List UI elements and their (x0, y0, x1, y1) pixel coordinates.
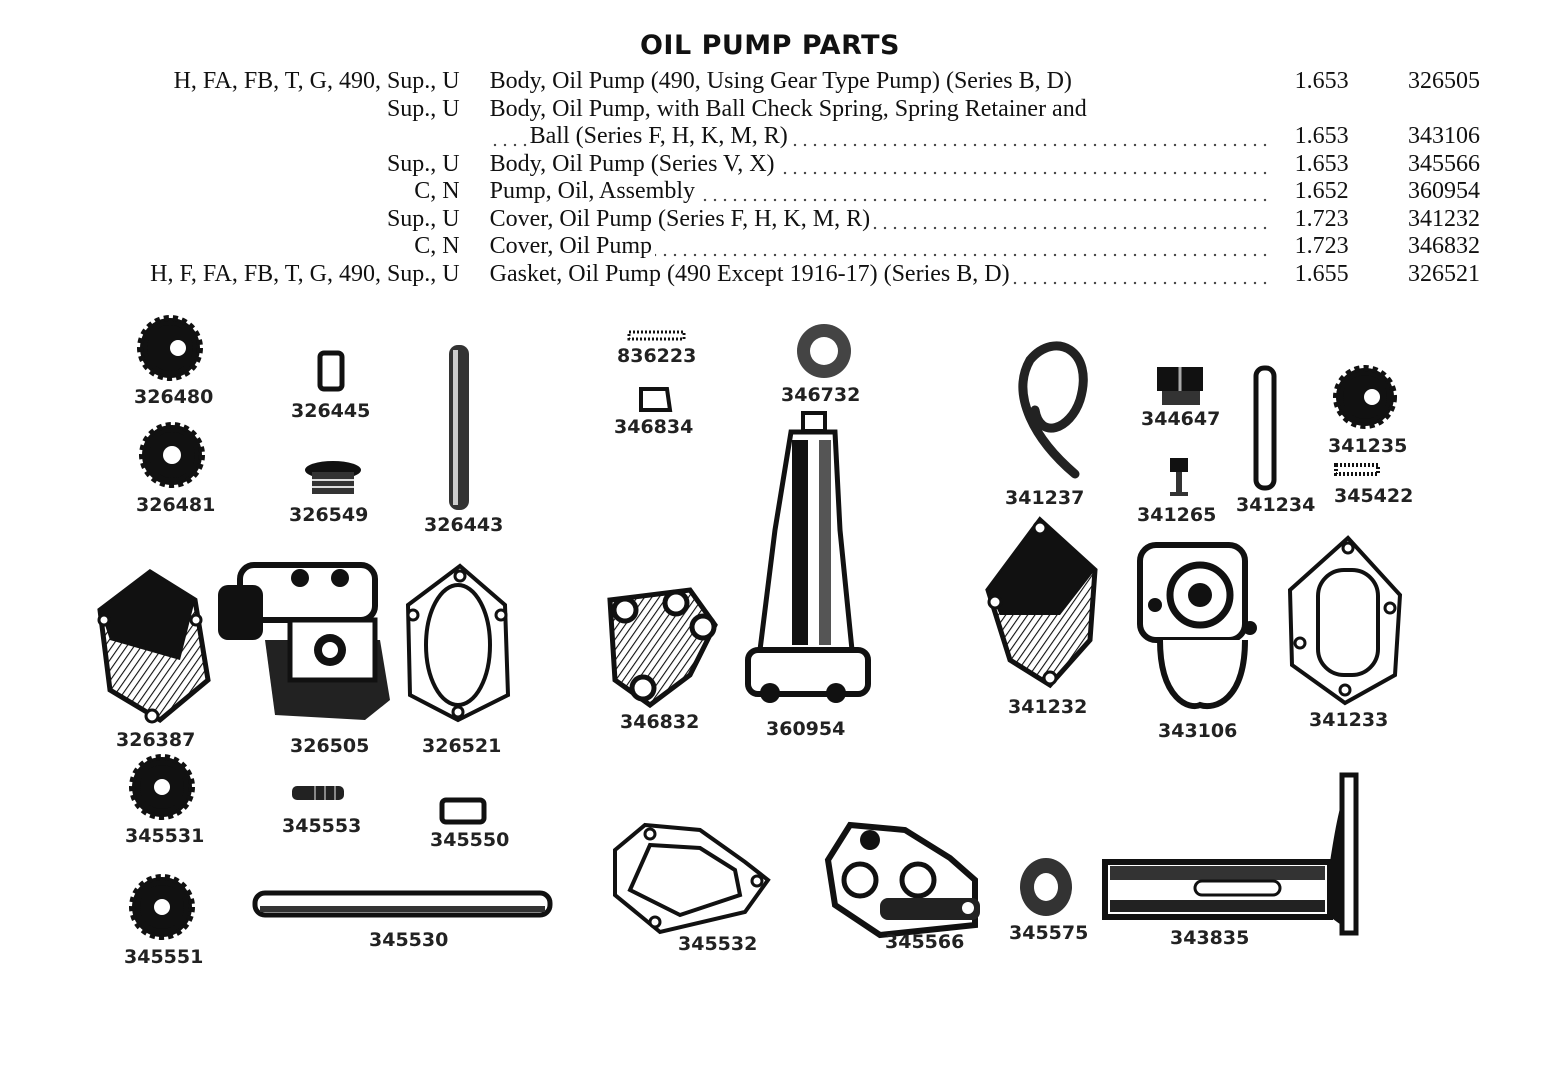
part-label: 345575 (1009, 922, 1089, 944)
part-label: 326521 (422, 735, 502, 757)
group-number-cell: 1.652 (1294, 178, 1349, 204)
part-label: 345550 (430, 829, 510, 851)
part-label: 341234 (1236, 494, 1316, 516)
gear-icon (1336, 368, 1394, 426)
part-label: 345553 (282, 815, 362, 837)
group-number-cell: 1.723 (1294, 233, 1349, 259)
part-label: 346834 (614, 416, 694, 438)
pin-icon (1256, 368, 1274, 488)
part-label: 345422 (1334, 485, 1414, 507)
pump-cover-icon (988, 520, 1095, 685)
part-label: 345532 (678, 933, 758, 955)
description-text: Body, Oil Pump (Series V, X) (490, 151, 778, 177)
description-text: Cover, Oil Pump (490, 233, 655, 259)
part-label: 346832 (620, 711, 700, 733)
part-label: 341265 (1137, 504, 1217, 526)
pump-body-icon (218, 565, 390, 720)
models-cell: C, N (414, 178, 460, 204)
part-label: 343835 (1170, 927, 1250, 949)
description-text: Ball (Series F, H, K, M, R) (530, 123, 791, 149)
models-cell: H, FA, FB, T, G, 490, Sup., U (173, 68, 460, 94)
gasket-icon (1290, 538, 1400, 703)
pump-cover-icon (610, 590, 715, 705)
bushing-icon (442, 800, 484, 822)
group-number-cell: 1.655 (1294, 260, 1349, 287)
nut-icon (1157, 367, 1203, 405)
part-label: 345530 (369, 929, 449, 951)
part-number-cell: 341232 (1408, 205, 1480, 232)
pump-body-icon (828, 825, 980, 935)
models-cell: H, F, FA, FB, T, G, 490, Sup., U (150, 260, 460, 287)
washer-icon (1020, 858, 1072, 916)
part-number-cell: 326521 (1408, 260, 1480, 287)
gear-icon (132, 877, 192, 937)
stud-icon (292, 786, 344, 800)
description-text: Cover, Oil Pump (Series F, H, K, M, R) (490, 206, 873, 232)
part-label: 344647 (1141, 408, 1221, 430)
part-label: 341237 (1005, 487, 1085, 509)
models-cell: Sup., U (386, 150, 460, 177)
models-cell: Sup., U (386, 205, 460, 232)
models-cell: Sup., U (386, 95, 460, 122)
pump-assembly-icon (748, 413, 868, 703)
washer-icon (797, 324, 851, 378)
gear-icon (132, 757, 192, 817)
pump-cover-icon (99, 572, 208, 722)
plug-icon (305, 461, 361, 494)
pump-body-icon (1140, 545, 1257, 706)
group-number-cell: 1.653 (1294, 150, 1349, 177)
gear-icon (142, 425, 202, 485)
part-label: 341233 (1309, 709, 1389, 731)
group-number-cell: 1.723 (1294, 205, 1349, 232)
part-number-cell: 345566 (1408, 150, 1480, 177)
description-text: Gasket, Oil Pump (490 Except 1916-17) (Series B, D) (490, 261, 1013, 287)
shaft-icon (255, 893, 550, 915)
part-label: 326443 (424, 514, 504, 536)
gear-icon (140, 318, 200, 378)
shaft-icon (449, 345, 469, 510)
group-number-cell: 1.653 (1294, 68, 1349, 94)
section-heading: OIL PUMP PARTS (639, 30, 901, 61)
shaft-icon (1105, 775, 1356, 933)
spring-icon (1336, 465, 1378, 474)
description-text: Body, Oil Pump (490, Using Gear Type Pump) (Series B, D) (490, 68, 1075, 94)
description-text: Pump, Oil, Assembly (490, 178, 698, 204)
part-label: 360954 (766, 718, 846, 740)
wire-loop-icon (1023, 346, 1083, 474)
part-number-cell: 343106 (1408, 123, 1480, 149)
models-cell: C, N (414, 233, 460, 259)
bushing-icon (320, 353, 342, 389)
description-text: Body, Oil Pump, with Ball Check Spring, Spring Retainer and (490, 96, 1090, 122)
part-number-cell: 346832 (1408, 233, 1480, 259)
part-label: 326549 (289, 504, 369, 526)
part-number-cell: 326505 (1408, 68, 1480, 94)
part-label: 343106 (1158, 720, 1238, 742)
retainer-icon (641, 389, 670, 410)
part-label: 326480 (134, 386, 214, 408)
spring-icon (629, 332, 684, 339)
part-label: 326505 (290, 735, 370, 757)
part-label: 326387 (116, 729, 196, 751)
part-label: 345551 (124, 946, 204, 968)
group-number-cell: 1.653 (1294, 123, 1349, 149)
part-label: 326445 (291, 400, 371, 422)
part-label: 326481 (136, 494, 216, 516)
gasket-icon (615, 825, 768, 932)
part-number-cell: 360954 (1408, 178, 1480, 204)
part-label: 345531 (125, 825, 205, 847)
part-label: 346732 (781, 384, 861, 406)
part-label: 836223 (617, 345, 697, 367)
part-label: 341232 (1008, 696, 1088, 718)
gasket-icon (408, 566, 508, 720)
part-label: 341235 (1328, 435, 1408, 457)
part-label: 345566 (885, 931, 965, 953)
valve-icon (1170, 458, 1188, 496)
